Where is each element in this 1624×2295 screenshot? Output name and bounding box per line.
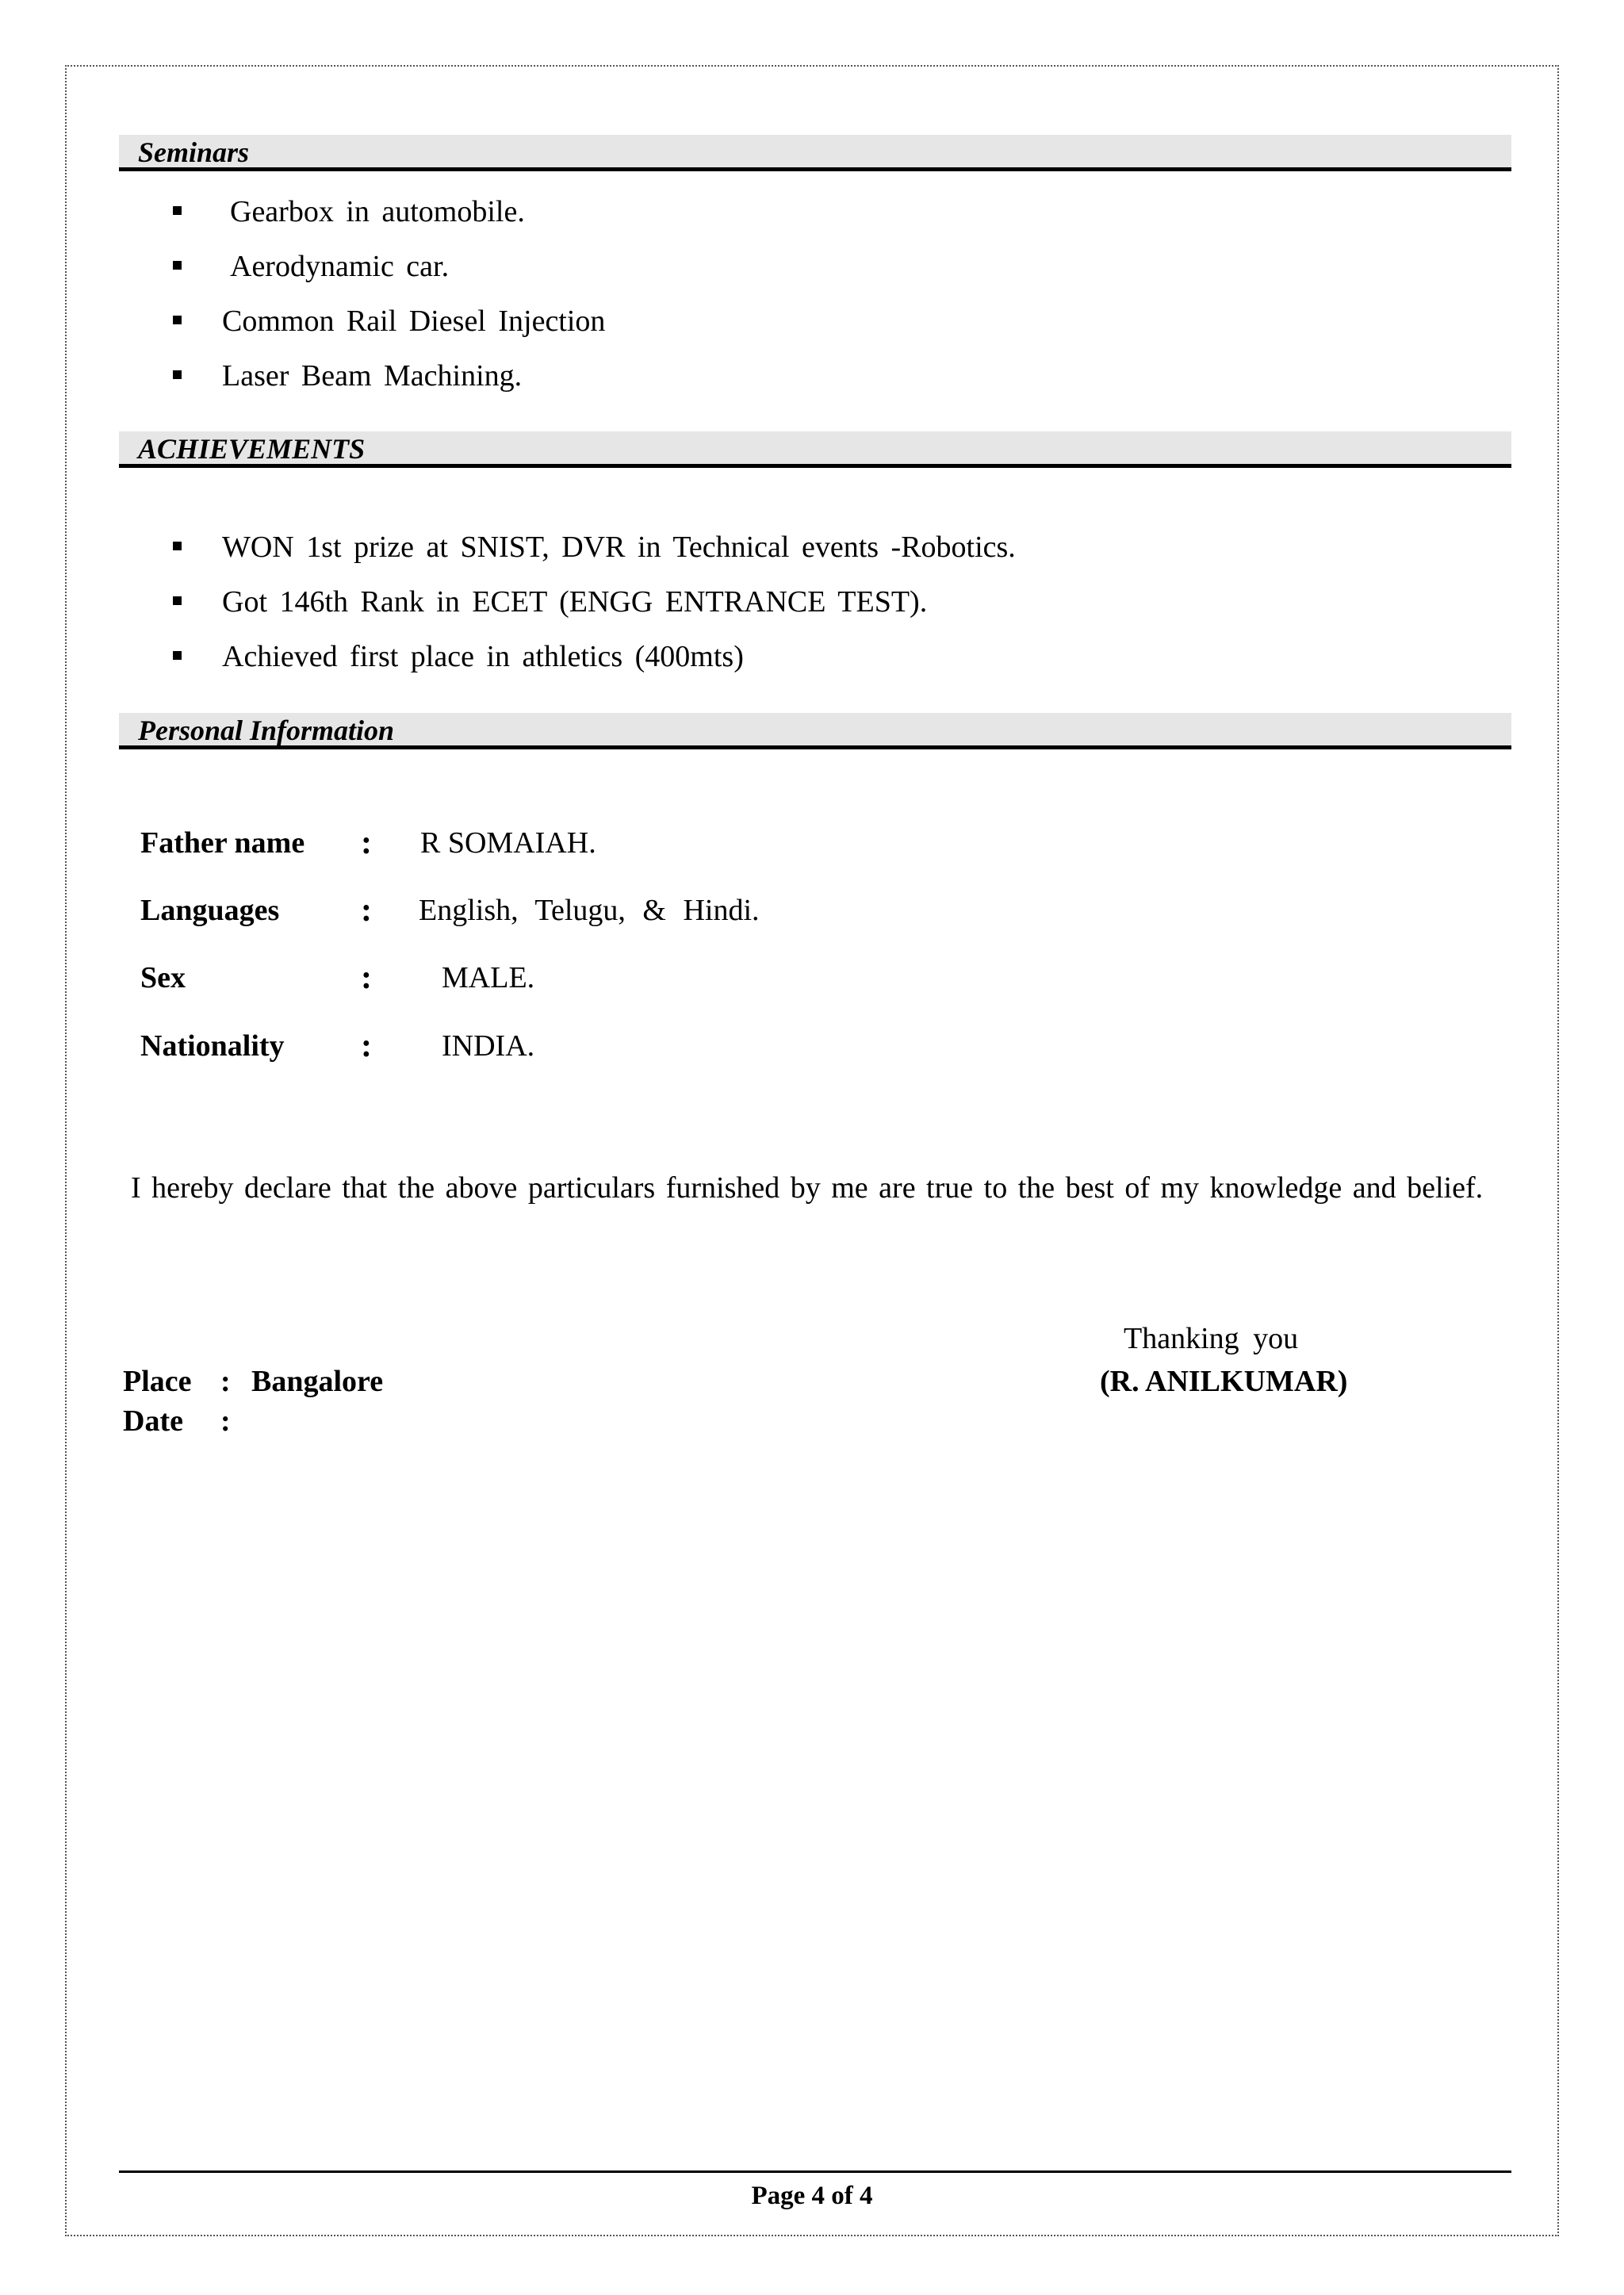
seminars-header — [119, 135, 1511, 171]
list-item: Common Rail Diesel Injection — [119, 304, 605, 358]
list-item: Achieved first place in athletics (400mts) — [119, 639, 1016, 694]
info-value: INDIA. — [442, 1029, 535, 1063]
seminars-title: Seminars — [138, 136, 250, 168]
info-row-father-name — [140, 823, 1092, 863]
page-number: Page 4 of 4 — [751, 2182, 873, 2210]
info-row-languages — [140, 891, 1092, 930]
seminars-list — [119, 194, 605, 413]
info-value: English, Telugu, & Hindi. — [419, 894, 760, 927]
info-colon: : — [361, 825, 372, 861]
place-value: Bangalore — [251, 1365, 384, 1398]
square-bullet-icon — [173, 316, 182, 324]
square-bullet-icon — [173, 651, 182, 660]
list-item: Laser Beam Machining. — [119, 358, 605, 413]
signature-name: (R. ANILKUMAR) — [1100, 1365, 1348, 1398]
place-colon: : — [220, 1365, 231, 1398]
list-item: Aerodynamic car. — [119, 249, 605, 304]
info-label: Father name — [140, 826, 305, 860]
personal-info-title: Personal Information — [138, 715, 395, 746]
info-label: Languages — [140, 894, 280, 927]
square-bullet-icon — [173, 206, 182, 215]
square-bullet-icon — [173, 596, 182, 605]
square-bullet-icon — [173, 370, 182, 379]
declaration-text: I hereby declare that the above particulars furnished by me are true to the best of my knowledge and belief. — [131, 1171, 1484, 1205]
square-bullet-icon — [173, 261, 182, 270]
info-colon: : — [361, 892, 372, 929]
info-value: MALE. — [442, 961, 535, 994]
square-bullet-icon — [173, 542, 182, 550]
thanking-you-text: Thanking you — [1124, 1322, 1299, 1355]
personal-info-header — [119, 713, 1511, 749]
achievements-list — [119, 530, 1016, 694]
date-colon: : — [220, 1404, 231, 1438]
info-row-sex — [140, 958, 1092, 998]
footer-divider — [119, 2170, 1511, 2173]
list-item: Gearbox in automobile. — [119, 194, 605, 249]
info-label: Nationality — [140, 1029, 285, 1063]
achievements-title: ACHIEVEMENTS — [138, 433, 366, 465]
list-item: Got 146th Rank in ECET (ENGG ENTRANCE TEST). — [119, 584, 1016, 639]
date-label: Date — [123, 1404, 183, 1438]
achievements-header — [119, 431, 1511, 468]
info-value: R SOMAIAH. — [420, 826, 596, 860]
info-label: Sex — [140, 961, 186, 994]
info-colon: : — [361, 1028, 372, 1064]
list-item: WON 1st prize at SNIST, DVR in Technical events -Robotics. — [119, 530, 1016, 584]
info-colon: : — [361, 960, 372, 996]
info-row-nationality — [140, 1026, 1092, 1066]
place-label: Place — [123, 1365, 192, 1398]
